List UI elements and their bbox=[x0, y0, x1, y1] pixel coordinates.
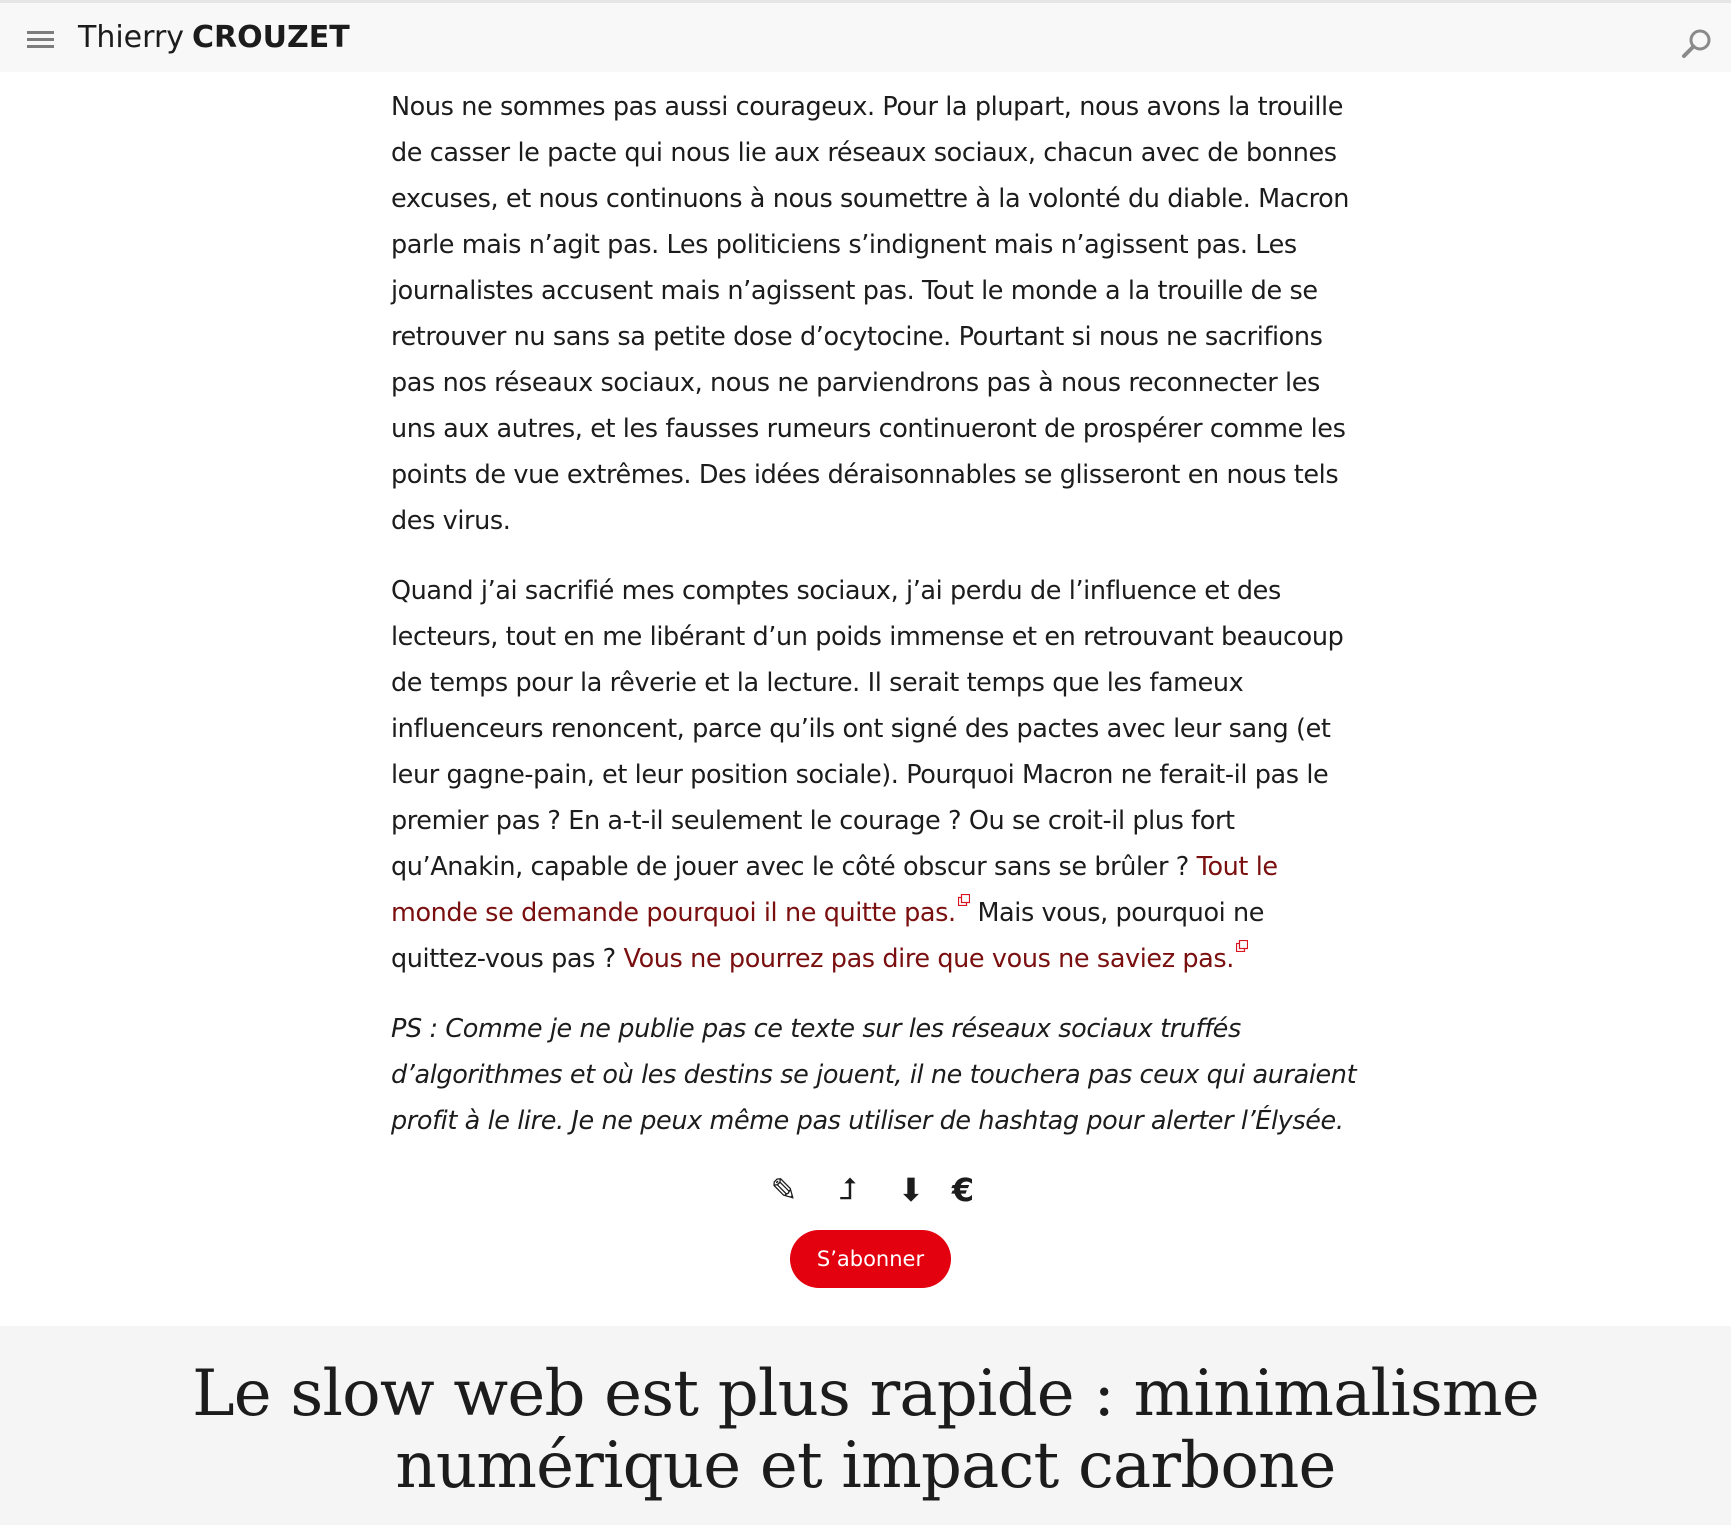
download-icon[interactable]: ⬇ bbox=[897, 1171, 925, 1209]
next-post-title[interactable]: Le slow web est plus rapide : minimalisme numérique et impact carbone bbox=[192, 1357, 1539, 1503]
subscribe-button[interactable]: S’abonner bbox=[790, 1230, 951, 1288]
site-title[interactable] bbox=[78, 18, 350, 58]
article-paragraph: Nous ne sommes pas aussi courageux. Pour la plupart, nous avons la trouille de casser le pacte qui nous lie aux réseaux sociaux, chacun avec de bonnes excuses, et nous continuons à nous soumettre à la volonté du diable. Macron parle mais n’agit pas. Les politiciens s’indignent mais n’agissent pas. Les journalistes accusent mais n’agissent pas. Tout le monde a la trouille de se retrouver nu sans sa petite dose d’ocytocine. Pourtant si nous ne sacrifions pas nos réseaux sociaux, nous ne parviendrons pas à nous reconnecter les uns aux autres, et les fausses rumeurs continueront de prospérer comme les points de vue extrêmes. Des idées déraisonnables se glisseront en nous tels des virus. bbox=[391, 92, 1350, 536]
link-text: Vous ne pourrez pas dire que vous ne saviez pas. bbox=[623, 944, 1234, 974]
site-title-last: CROUZET bbox=[192, 20, 350, 55]
paragraph-text: Quand j’ai sacrifié mes comptes sociaux, j’ai perdu de l’influence et des lecteurs, tout en me libérant d’un poids immense et en retrouvant beaucoup de temps pour la rêverie et la lecture. Il serait temps que les fameux influenceurs renoncent, parce qu’ils ont signé des pactes avec leur sang (et leur gagne-pain, et leur position sociale). Pourquoi Macron ne ferait-il pas le premier pas ? En a-t-il seulement le courage ? Ou se croit-il plus fort qu’Anakin, capable de jouer avec le côté obscur sans se brûler ? bbox=[391, 576, 1344, 882]
hamburger-menu-icon[interactable] bbox=[27, 31, 54, 49]
top-bar bbox=[0, 0, 1731, 72]
euro-icon[interactable]: € bbox=[951, 1171, 975, 1209]
postscript: PS : Comme je ne publie pas ce texte sur les réseaux sociaux truffés d’algorithmes et où les destins se jouent, il ne touchera pas ceux qui auraient profit à le lire. Je ne peux même pas utiliser de hashtag pour alerter l’Élysée. bbox=[391, 1014, 1357, 1136]
article-body bbox=[391, 84, 1357, 1168]
search-icon[interactable] bbox=[1680, 27, 1714, 61]
article-actions bbox=[0, 1168, 1731, 1212]
site-title-first: Thierry bbox=[78, 20, 185, 55]
paragraph-text: Mais vous, pourquoi ne quittez-vous pas ? bbox=[391, 898, 1265, 974]
pencil-icon[interactable]: ✎ bbox=[770, 1171, 798, 1209]
share-arrow-icon[interactable]: ⮥ bbox=[839, 1172, 857, 1207]
article-paragraph bbox=[391, 568, 1357, 982]
article-link-you-knew[interactable] bbox=[624, 944, 1248, 974]
next-post-section bbox=[0, 1326, 1731, 1525]
link-text: Tout le monde se demande pourquoi il ne quitte pas. bbox=[391, 852, 1278, 928]
external-link-icon bbox=[958, 894, 970, 906]
external-link-icon bbox=[1236, 940, 1248, 952]
